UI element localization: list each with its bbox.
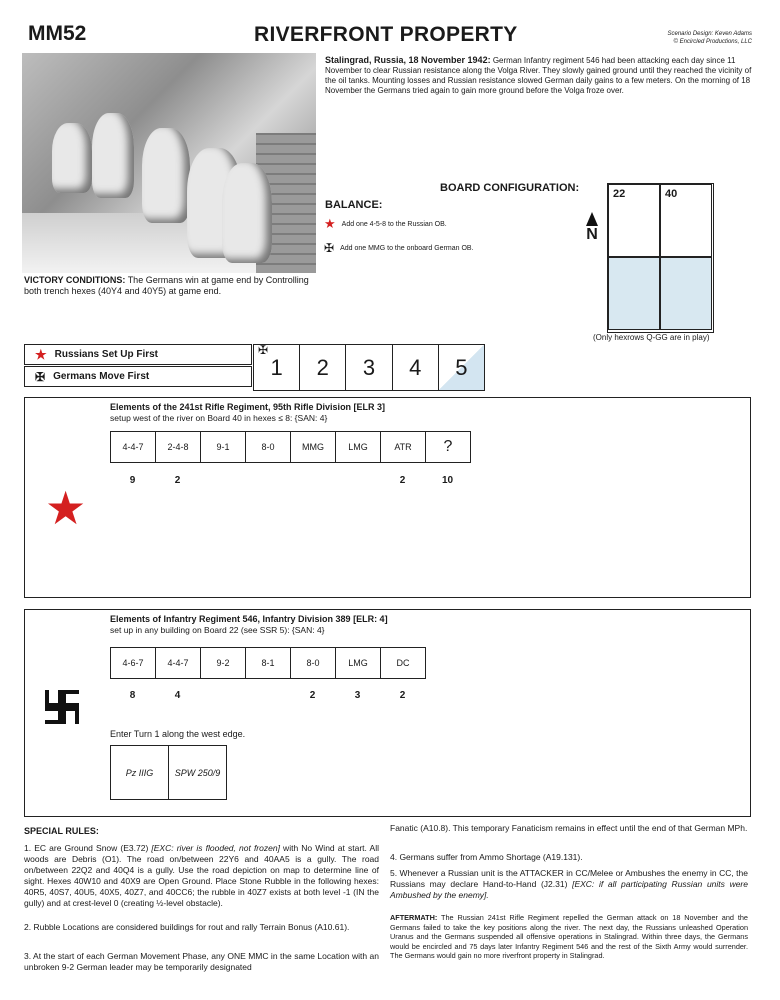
balance-russian bbox=[324, 216, 447, 231]
turn-record-track bbox=[253, 344, 485, 391]
russian-unit-row bbox=[110, 431, 471, 463]
unit-counter: 8-0 bbox=[290, 648, 335, 678]
copyright-credit: © Encircled Productions, LLC bbox=[673, 39, 752, 45]
board-out-of-play bbox=[660, 257, 712, 330]
rule-exception: [EXC: if all participating Russian units were Ambushed by the enemy]. bbox=[390, 879, 748, 900]
victory-text: The Germans win at game end by Controlling both trench hexes (40Y4 and 40Y5) at game end. bbox=[24, 275, 309, 296]
intro-text: German Infantry regiment 546 had been attacking each day since 11 November to clear Russian resistance along the Volga River. They slowly gained ground until they reached the vicinity of the oil tanks. Mounting losses and Russian resistance slowed German daily gains to a few meters. On the morning of 18 November the Germans tried again to gain more ground before the Volga froze over. bbox=[325, 56, 752, 95]
rule-text: 1. EC are Ground Snow (E3.72) bbox=[24, 843, 152, 853]
designer-credit: Scenario Design: Keven Adams bbox=[667, 31, 752, 37]
russian-oob-title: Elements of the 241st Rifle Regiment, 95th Rifle Division [ELR 3] bbox=[110, 402, 386, 412]
unit-counter: 9-2 bbox=[200, 648, 245, 678]
special-rule-2: 2. Rubble Locations are considered buildings for rout and rally Terrain Bonus (A10.61). bbox=[24, 922, 350, 932]
board-out-of-play bbox=[608, 257, 660, 330]
unit-counter: 4-4-7 bbox=[122, 442, 144, 452]
unit-counter: ATR bbox=[380, 432, 425, 462]
unit-count: 3 bbox=[354, 690, 361, 701]
historical-photo bbox=[22, 53, 316, 273]
vehicle-counter: Pz IIIG bbox=[125, 767, 154, 778]
north-arrow-icon bbox=[586, 212, 598, 226]
aftermath bbox=[390, 913, 748, 961]
board-configuration-heading: BOARD CONFIGURATION: bbox=[440, 182, 580, 194]
russian-oob-setup: setup west of the river on Board 40 in hexes ≤ 8: {SAN: 4} bbox=[110, 413, 328, 423]
german-cross-icon: ✠ bbox=[35, 369, 46, 384]
russian-star-icon: ★ bbox=[324, 216, 336, 231]
unit-count: 2 bbox=[174, 475, 181, 486]
german-order-of-battle bbox=[24, 609, 751, 817]
photo-soldier bbox=[222, 163, 272, 263]
rule-text: with No Wind at start. All woods are Debris (O1). The road on/between 22Y6 and 40AA5 is a gully. The road on/between 22Q2 and 40Q4 is a gully. Use the road depiction on map to determine line of sight. Hexes 40W10 and 40X9 are Open Ground. Place Stone Rubble in the following hexes: 40R5, 40S7, 40U5, 40X5, 40Z7, and 40CC6; the rubble in 40Z7 exists at both level -1 (IN the gully) and at crest-level 0 (creating ½-level obstacle). bbox=[24, 843, 379, 908]
historical-intro bbox=[325, 55, 753, 96]
victory-conditions bbox=[24, 275, 316, 297]
board-note: (Only hexrows Q-GG are in play) bbox=[593, 333, 710, 342]
scenario-title: RIVERFRONT PROPERTY bbox=[254, 23, 518, 46]
special-rule-1 bbox=[24, 843, 379, 909]
board-22: 22 bbox=[608, 184, 660, 257]
board-40: 40 bbox=[660, 184, 712, 257]
unit-count bbox=[200, 690, 245, 701]
germans-move-first bbox=[24, 366, 252, 387]
german-cross-icon: ✠ bbox=[258, 343, 269, 357]
special-rules-heading: SPECIAL RULES: bbox=[24, 826, 99, 836]
special-rule-4: 4. Germans suffer from Ammo Shortage (A19.131). bbox=[390, 852, 583, 862]
unit-counter: 8-1 bbox=[245, 648, 290, 678]
german-balkenkreuz-icon bbox=[45, 690, 79, 724]
board-configuration bbox=[607, 183, 714, 333]
german-count-row bbox=[110, 690, 425, 701]
russian-nationality-star-icon: ★ bbox=[45, 482, 87, 534]
special-rule-5 bbox=[390, 868, 748, 901]
unit-count bbox=[335, 475, 380, 486]
unit-count bbox=[245, 690, 290, 701]
unit-counter: 2-4-8 bbox=[155, 432, 200, 462]
special-rule-3: 3. At the start of each German Movement Phase, any ONE MMC in the same Location with an unbroken 9-2 German leader may be temporarily designated bbox=[24, 951, 379, 972]
north-arrow bbox=[581, 212, 603, 244]
russians-set-up-label: Russians Set Up First bbox=[54, 349, 159, 360]
unit-count bbox=[200, 475, 245, 486]
vehicle-counter: SPW 250/9 bbox=[168, 746, 226, 799]
unit-counter: DC bbox=[380, 648, 425, 678]
unit-counter: MMG bbox=[290, 432, 335, 462]
balance-heading: BALANCE: bbox=[325, 199, 383, 211]
unit-counter: ? bbox=[425, 432, 470, 462]
germans-move-label: Germans Move First bbox=[53, 371, 150, 382]
unit-counter: 4-6-7 bbox=[122, 658, 144, 668]
russian-count-row bbox=[110, 475, 470, 486]
german-oob-setup: set up in any building on Board 22 (see SSR 5): {SAN: 4} bbox=[110, 625, 325, 635]
scenario-code: MM52 bbox=[28, 22, 87, 45]
turn-2: 2 bbox=[299, 345, 345, 390]
unit-count: 2 bbox=[399, 690, 406, 701]
aftermath-text: The Russian 241st Rifle Regiment repelled the German attack on 18 November and the Germans failed to take the key positions along the river. The next day, the Russians unleashed Operation Uranus and the Germans suspended all offensive operations in Stalingrad. Within three days, the Germans would be encircled and 75 days later Infantry Regiment 546 and the rest of the Sixth Army would surrender. The Germans would gain no more riverfront property in Stalingrad. bbox=[390, 913, 748, 960]
russians-set-up-first bbox=[24, 344, 252, 365]
unit-counter: 4-4-7 bbox=[155, 648, 200, 678]
intro-dateline: Stalingrad, Russia, 18 November 1942: bbox=[325, 55, 491, 65]
photo-soldier bbox=[52, 123, 92, 193]
photo-soldier bbox=[92, 113, 134, 198]
balance-german bbox=[324, 243, 474, 253]
balance-russian-text: Add one 4-5-8 to the Russian OB. bbox=[341, 220, 447, 228]
unit-count: 10 bbox=[441, 475, 454, 486]
unit-counter: LMG bbox=[335, 648, 380, 678]
north-label: N bbox=[586, 226, 598, 243]
german-cross-icon: ✠ bbox=[324, 241, 335, 255]
unit-count: 2 bbox=[309, 690, 316, 701]
russian-star-icon: ★ bbox=[35, 346, 47, 362]
turn-5: 5 bbox=[438, 345, 484, 390]
turn-1: 1 bbox=[270, 354, 283, 380]
photo-soldier bbox=[142, 128, 190, 223]
turn-3: 3 bbox=[345, 345, 391, 390]
unit-count: 9 bbox=[129, 475, 136, 486]
turn-4: 4 bbox=[392, 345, 438, 390]
special-rule-3-continued: Fanatic (A10.8). This temporary Fanaticism remains in effect until the end of that German MPh. bbox=[390, 823, 748, 833]
german-oob-title: Elements of Infantry Regiment 546, Infantry Division 389 [ELR: 4] bbox=[110, 614, 388, 624]
unit-counter: LMG bbox=[335, 432, 380, 462]
victory-label: VICTORY CONDITIONS: bbox=[24, 275, 126, 285]
unit-counter: 8-0 bbox=[245, 432, 290, 462]
german-unit-row bbox=[110, 647, 426, 679]
unit-count bbox=[245, 475, 290, 486]
unit-count: 2 bbox=[399, 475, 406, 486]
balance-german-text: Add one MMG to the onboard German OB. bbox=[340, 244, 474, 252]
rule-exception: [EXC: river is flooded, not frozen] bbox=[151, 843, 280, 853]
unit-count: 4 bbox=[174, 690, 181, 701]
unit-count bbox=[290, 475, 335, 486]
scenario-credit bbox=[668, 30, 753, 46]
aftermath-label: AFTERMATH: bbox=[390, 913, 438, 922]
unit-counter: 9-1 bbox=[200, 432, 245, 462]
unit-count: 8 bbox=[129, 690, 136, 701]
german-vehicle-row bbox=[110, 745, 227, 800]
rule-text: 5. Whenever a Russian unit is the ATTACKER in CC/Melee or Ambushes the enemy in CC, the Russians may declare Hand-to-Hand (J2.31) bbox=[390, 868, 748, 889]
russian-order-of-battle bbox=[24, 397, 751, 598]
german-entry-note: Enter Turn 1 along the west edge. bbox=[110, 729, 246, 739]
